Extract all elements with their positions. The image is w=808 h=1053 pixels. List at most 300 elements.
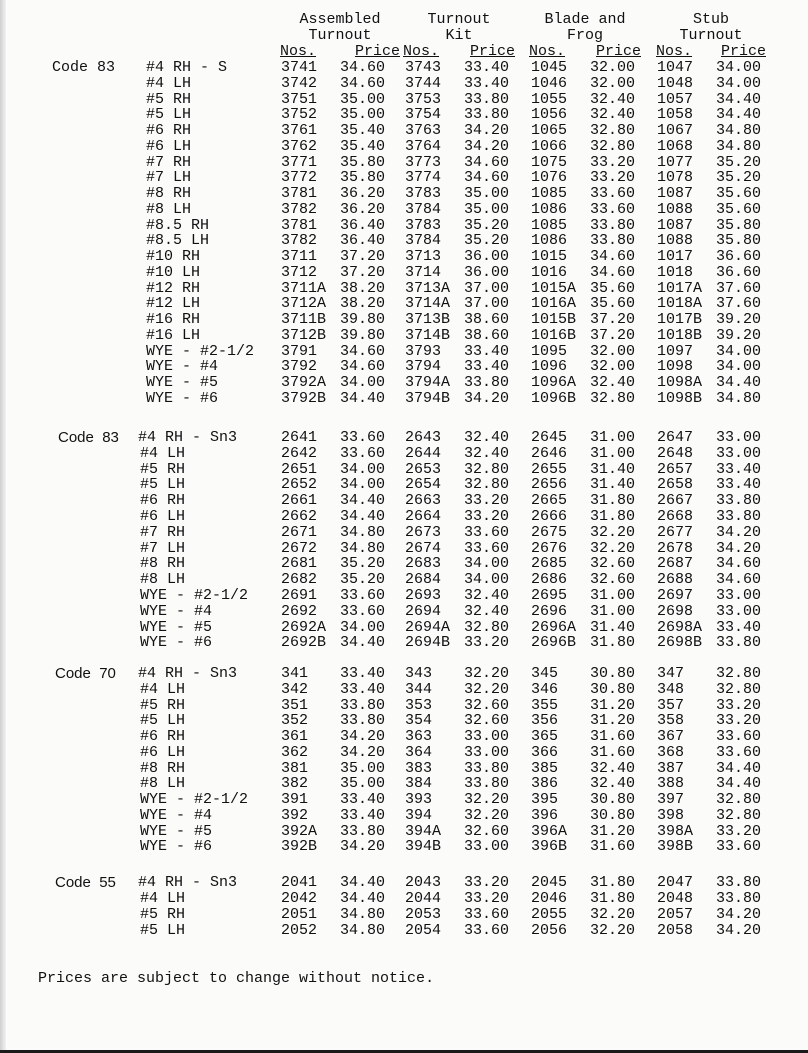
stub-nos: 2687 xyxy=(657,555,694,573)
item-label: #4 LH xyxy=(146,74,192,92)
blade-frog-nos: 1085 xyxy=(531,185,568,202)
stub-nos: 387 xyxy=(657,759,685,777)
stub-price: 35.20 xyxy=(716,153,762,171)
header-title-line2: Frog xyxy=(566,27,603,44)
table-row xyxy=(0,375,808,391)
kit-price: 33.40 xyxy=(464,342,510,360)
kit-nos: 3754 xyxy=(405,106,442,124)
blade-frog-price: 37.20 xyxy=(590,326,636,344)
kit-nos: 344 xyxy=(405,680,433,698)
assembled-price: 33.60 xyxy=(340,602,386,620)
stub-nos: 1098B xyxy=(657,389,703,407)
blade-frog-price: 31.40 xyxy=(590,460,636,478)
kit-price: 32.60 xyxy=(464,712,510,730)
stub-price: 34.00 xyxy=(716,74,762,92)
kit-price: 33.60 xyxy=(464,539,510,557)
assembled-nos: 2041 xyxy=(281,874,318,891)
table-row xyxy=(0,296,808,312)
assembled-nos: 2691 xyxy=(281,587,318,604)
item-label: #4 LH xyxy=(140,890,186,907)
item-label: #6 LH xyxy=(146,137,192,155)
kit-nos: 363 xyxy=(405,728,433,745)
item-label: #6 LH xyxy=(140,508,186,525)
kit-price: 34.00 xyxy=(464,555,510,573)
item-label: WYE - #5 xyxy=(146,374,219,391)
blade-frog-price: 31.20 xyxy=(590,696,636,714)
assembled-price: 35.00 xyxy=(340,759,386,777)
stub-nos: 388 xyxy=(657,775,685,793)
kit-price: 35.00 xyxy=(464,200,510,218)
kit-nos: 343 xyxy=(405,665,433,682)
blade-frog-nos: 2655 xyxy=(531,460,568,478)
kit-nos: 3794B xyxy=(405,389,451,407)
assembled-nos: 392 xyxy=(281,806,309,824)
assembled-price: 39.80 xyxy=(340,311,386,328)
kit-price: 33.40 xyxy=(464,59,510,76)
item-label: #4 RH - Sn3 xyxy=(138,874,238,891)
stub-nos: 2677 xyxy=(657,523,694,541)
table-row xyxy=(0,170,808,186)
kit-nos: 3783 xyxy=(405,216,442,234)
table-row xyxy=(0,328,808,344)
kit-nos: 3714A xyxy=(405,295,451,313)
blade-frog-nos: 1075 xyxy=(531,153,568,171)
table-row xyxy=(0,462,808,478)
stub-nos: 2688 xyxy=(657,571,694,589)
assembled-nos: 361 xyxy=(281,728,309,745)
stub-price: 33.60 xyxy=(716,838,762,856)
assembled-price: 35.20 xyxy=(340,555,386,573)
column-header-group xyxy=(280,12,400,60)
header-title-line1: Blade and xyxy=(544,11,626,28)
item-label: #10 RH xyxy=(146,248,201,265)
assembled-nos: 3742 xyxy=(281,74,318,92)
stub-price: 34.60 xyxy=(716,571,762,589)
item-label: #8 RH xyxy=(146,185,192,202)
assembled-price: 34.40 xyxy=(340,389,386,407)
stub-nos: 1088 xyxy=(657,200,694,218)
blade-frog-nos: 2676 xyxy=(531,539,568,557)
stub-price: 36.60 xyxy=(716,248,762,265)
assembled-nos: 2692B xyxy=(281,634,327,652)
assembled-nos: 2641 xyxy=(281,429,318,446)
stub-price: 34.80 xyxy=(716,137,762,155)
kit-price: 32.20 xyxy=(464,680,510,698)
stub-nos: 1098 xyxy=(657,358,694,376)
table-row xyxy=(0,107,808,123)
stub-price: 34.40 xyxy=(716,106,762,124)
stub-price: 34.40 xyxy=(716,775,762,793)
kit-nos: 3793 xyxy=(405,342,442,360)
item-label: #8 RH xyxy=(140,555,186,573)
assembled-price: 39.80 xyxy=(340,326,386,344)
blade-frog-nos: 2686 xyxy=(531,571,568,589)
item-label: WYE - #6 xyxy=(140,838,213,856)
stub-price: 34.00 xyxy=(716,59,762,76)
header-price: Price xyxy=(595,43,641,60)
stub-nos: 1047 xyxy=(657,59,694,76)
stub-price: 34.00 xyxy=(716,342,762,360)
table-row xyxy=(0,92,808,108)
stub-nos: 398 xyxy=(657,806,685,824)
kit-price: 33.00 xyxy=(464,743,510,761)
stub-price: 37.60 xyxy=(716,279,762,297)
assembled-price: 33.40 xyxy=(340,680,386,698)
assembled-nos: 352 xyxy=(281,712,309,730)
stub-nos: 1018B xyxy=(657,326,703,344)
blade-frog-nos: 386 xyxy=(531,775,559,793)
kit-price: 37.00 xyxy=(464,279,510,297)
stub-nos: 358 xyxy=(657,712,685,730)
blade-frog-nos: 1016A xyxy=(531,295,577,313)
item-label: #5 RH xyxy=(140,906,186,923)
assembled-price: 36.40 xyxy=(340,216,386,234)
assembled-price: 35.00 xyxy=(340,775,386,793)
stub-nos: 1068 xyxy=(657,137,694,155)
footer-note: Prices are subject to change without notice. xyxy=(38,970,435,987)
table-row xyxy=(0,202,808,218)
kit-nos: 3784 xyxy=(405,200,442,218)
stub-nos: 1017A xyxy=(657,279,703,297)
table-row xyxy=(0,509,808,525)
assembled-price: 34.20 xyxy=(340,838,386,856)
blade-frog-nos: 2666 xyxy=(531,508,568,525)
item-label: #12 LH xyxy=(146,295,201,313)
table-row xyxy=(0,249,808,265)
item-label: WYE - #5 xyxy=(140,822,213,840)
stub-nos: 1058 xyxy=(657,106,694,124)
column-header-group xyxy=(403,12,515,60)
stub-nos: 1018A xyxy=(657,295,703,313)
assembled-price: 34.80 xyxy=(340,906,386,923)
kit-price: 32.80 xyxy=(464,476,510,494)
kit-price: 32.60 xyxy=(464,822,510,840)
kit-price: 35.00 xyxy=(464,185,510,202)
table-row xyxy=(0,233,808,249)
item-label: #5 RH xyxy=(140,460,186,478)
blade-frog-nos: 355 xyxy=(531,696,559,714)
table-row xyxy=(0,604,808,620)
kit-nos: 3764 xyxy=(405,137,442,155)
stub-price: 33.00 xyxy=(716,587,762,604)
header-price: Price xyxy=(720,43,766,60)
kit-price: 34.20 xyxy=(464,389,510,407)
assembled-nos: 3741 xyxy=(281,59,318,76)
assembled-nos: 382 xyxy=(281,775,309,793)
blade-frog-price: 33.80 xyxy=(590,232,636,250)
blade-frog-nos: 1086 xyxy=(531,232,568,250)
stub-nos: 2657 xyxy=(657,460,694,478)
stub-price: 35.80 xyxy=(716,216,762,234)
kit-price: 33.20 xyxy=(464,890,510,907)
header-nos: Nos. xyxy=(656,43,693,60)
section-code-label: Code 83 xyxy=(58,429,119,446)
stub-price: 35.80 xyxy=(716,232,762,250)
stub-price: 32.80 xyxy=(716,680,762,698)
stub-price: 39.20 xyxy=(716,326,762,344)
item-label: #8 LH xyxy=(146,200,192,218)
blade-frog-nos: 2656 xyxy=(531,476,568,494)
kit-nos: 2693 xyxy=(405,587,442,604)
kit-nos: 2044 xyxy=(405,890,442,907)
assembled-nos: 3772 xyxy=(281,169,318,187)
kit-price: 35.20 xyxy=(464,232,510,250)
blade-frog-nos: 1096A xyxy=(531,374,577,391)
item-label: #8 RH xyxy=(140,759,186,777)
blade-frog-nos: 2675 xyxy=(531,523,568,541)
item-label: WYE - #2-1/2 xyxy=(140,791,249,808)
assembled-nos: 3712 xyxy=(281,263,318,281)
blade-frog-price: 31.80 xyxy=(590,634,636,652)
stub-nos: 2668 xyxy=(657,508,694,525)
table-row xyxy=(0,525,808,541)
table-row xyxy=(0,824,808,840)
kit-nos: 394 xyxy=(405,806,433,824)
blade-frog-nos: 2646 xyxy=(531,444,568,462)
assembled-price: 34.60 xyxy=(340,358,386,376)
assembled-nos: 3711 xyxy=(281,248,318,265)
kit-price: 33.60 xyxy=(464,523,510,541)
stub-price: 32.80 xyxy=(716,791,762,808)
table-row xyxy=(0,588,808,604)
stub-nos: 398A xyxy=(657,822,694,840)
kit-price: 33.00 xyxy=(464,838,510,856)
blade-frog-price: 35.60 xyxy=(590,279,636,297)
kit-price: 32.20 xyxy=(464,791,510,808)
kit-nos: 2043 xyxy=(405,874,442,891)
blade-frog-price: 31.80 xyxy=(590,874,636,891)
kit-price: 32.40 xyxy=(464,602,510,620)
stub-nos: 1017 xyxy=(657,248,694,265)
blade-frog-nos: 1016 xyxy=(531,263,568,281)
blade-frog-price: 32.80 xyxy=(590,122,636,139)
blade-frog-nos: 2696B xyxy=(531,634,577,652)
stub-nos: 1087 xyxy=(657,185,694,202)
blade-frog-nos: 2665 xyxy=(531,492,568,510)
table-row xyxy=(0,218,808,234)
assembled-nos: 342 xyxy=(281,680,309,698)
item-label: #8 LH xyxy=(140,571,186,589)
stub-price: 34.20 xyxy=(716,539,762,557)
blade-frog-nos: 396B xyxy=(531,838,568,856)
table-row xyxy=(0,123,808,139)
blade-frog-nos: 1046 xyxy=(531,74,568,92)
blade-frog-nos: 1015 xyxy=(531,248,568,265)
stub-nos: 1018 xyxy=(657,263,694,281)
assembled-price: 33.80 xyxy=(340,822,386,840)
blade-frog-nos: 2685 xyxy=(531,555,568,573)
stub-price: 33.80 xyxy=(716,492,762,510)
stub-price: 34.80 xyxy=(716,389,762,407)
blade-frog-price: 31.80 xyxy=(590,890,636,907)
kit-price: 33.80 xyxy=(464,90,510,108)
table-row xyxy=(0,682,808,698)
stub-nos: 2697 xyxy=(657,587,694,604)
kit-price: 32.40 xyxy=(464,429,510,446)
stub-nos: 1098A xyxy=(657,374,703,391)
assembled-nos: 392B xyxy=(281,838,318,856)
stub-price: 35.60 xyxy=(716,185,762,202)
blade-frog-nos: 356 xyxy=(531,712,559,730)
assembled-nos: 2671 xyxy=(281,523,318,541)
table-row xyxy=(0,281,808,297)
kit-price: 32.60 xyxy=(464,696,510,714)
table-row xyxy=(0,891,808,907)
item-label: #5 RH xyxy=(146,90,192,108)
blade-frog-price: 30.80 xyxy=(590,791,636,808)
blade-frog-nos: 1045 xyxy=(531,59,568,76)
kit-nos: 2054 xyxy=(405,922,442,939)
stub-nos: 2047 xyxy=(657,874,694,891)
table-row xyxy=(0,713,808,729)
stub-price: 32.80 xyxy=(716,806,762,824)
kit-price: 37.00 xyxy=(464,295,510,313)
kit-nos: 364 xyxy=(405,743,433,761)
assembled-nos: 351 xyxy=(281,696,309,714)
assembled-nos: 2052 xyxy=(281,922,318,939)
table-row xyxy=(0,666,808,682)
kit-price: 33.80 xyxy=(464,759,510,777)
assembled-nos: 2662 xyxy=(281,508,318,525)
section-code-label: Code 70 xyxy=(55,665,116,682)
assembled-price: 36.20 xyxy=(340,200,386,218)
header-price: Price xyxy=(354,43,400,60)
assembled-price: 33.40 xyxy=(340,791,386,808)
blade-frog-price: 32.00 xyxy=(590,358,636,376)
assembled-nos: 3712B xyxy=(281,326,327,344)
assembled-nos: 3752 xyxy=(281,106,318,124)
blade-frog-price: 32.80 xyxy=(590,389,636,407)
stub-nos: 347 xyxy=(657,665,685,682)
item-label: #4 LH xyxy=(140,680,186,698)
assembled-price: 35.80 xyxy=(340,153,386,171)
stub-price: 35.20 xyxy=(716,169,762,187)
item-label: #10 LH xyxy=(146,263,201,281)
item-label: #7 RH xyxy=(140,523,186,541)
section-code-label: Code 55 xyxy=(55,874,116,891)
assembled-nos: 2042 xyxy=(281,890,318,907)
stub-price: 33.40 xyxy=(716,476,762,494)
blade-frog-price: 32.40 xyxy=(590,106,636,124)
blade-frog-price: 32.20 xyxy=(590,906,636,923)
blade-frog-nos: 395 xyxy=(531,791,559,808)
table-row xyxy=(0,477,808,493)
assembled-nos: 362 xyxy=(281,743,309,761)
kit-nos: 394B xyxy=(405,838,442,856)
table-row xyxy=(0,359,808,375)
kit-nos: 3783 xyxy=(405,185,442,202)
kit-price: 36.00 xyxy=(464,248,510,265)
kit-nos: 3743 xyxy=(405,59,442,76)
blade-frog-price: 32.40 xyxy=(590,759,636,777)
stub-price: 34.20 xyxy=(716,922,762,939)
assembled-nos: 2682 xyxy=(281,571,318,589)
assembled-nos: 341 xyxy=(281,665,309,682)
table-row xyxy=(0,344,808,360)
item-label: #16 LH xyxy=(146,326,201,344)
assembled-nos: 2642 xyxy=(281,444,318,462)
blade-frog-nos: 1015A xyxy=(531,279,577,297)
kit-price: 34.00 xyxy=(464,571,510,589)
blade-frog-price: 30.80 xyxy=(590,680,636,698)
kit-price: 38.60 xyxy=(464,311,510,328)
item-label: WYE - #4 xyxy=(146,358,219,376)
assembled-price: 34.00 xyxy=(340,374,386,391)
kit-price: 32.20 xyxy=(464,806,510,824)
kit-price: 36.00 xyxy=(464,263,510,281)
assembled-price: 34.00 xyxy=(340,460,386,478)
kit-nos: 3763 xyxy=(405,122,442,139)
blade-frog-price: 32.20 xyxy=(590,539,636,557)
kit-nos: 2053 xyxy=(405,906,442,923)
blade-frog-nos: 2695 xyxy=(531,587,568,604)
stub-price: 34.60 xyxy=(716,555,762,573)
stub-nos: 1097 xyxy=(657,342,694,360)
assembled-price: 34.20 xyxy=(340,743,386,761)
assembled-price: 33.60 xyxy=(340,587,386,604)
assembled-price: 38.20 xyxy=(340,279,386,297)
kit-price: 34.60 xyxy=(464,169,510,187)
stub-nos: 2698A xyxy=(657,618,703,636)
blade-frog-price: 31.40 xyxy=(590,476,636,494)
kit-nos: 3773 xyxy=(405,153,442,171)
kit-nos: 3714B xyxy=(405,326,451,344)
kit-nos: 2643 xyxy=(405,429,442,446)
item-label: #4 LH xyxy=(140,444,186,462)
assembled-nos: 392A xyxy=(281,822,318,840)
stub-price: 33.00 xyxy=(716,602,762,620)
table-row xyxy=(0,556,808,572)
blade-frog-price: 32.20 xyxy=(590,523,636,541)
header-nos: Nos. xyxy=(280,43,317,60)
item-label: WYE - #2-1/2 xyxy=(146,342,255,360)
kit-price: 32.80 xyxy=(464,618,510,636)
kit-price: 33.40 xyxy=(464,358,510,376)
table-row xyxy=(0,839,808,855)
table-row xyxy=(0,430,808,446)
item-label: #6 LH xyxy=(140,743,186,761)
item-label: #4 RH - Sn3 xyxy=(138,429,238,446)
kit-nos: 2653 xyxy=(405,460,442,478)
table-row xyxy=(0,493,808,509)
stub-price: 34.40 xyxy=(716,374,762,391)
stub-nos: 2648 xyxy=(657,444,694,462)
assembled-nos: 2692 xyxy=(281,602,318,620)
assembled-price: 34.80 xyxy=(340,523,386,541)
assembled-nos: 381 xyxy=(281,759,309,777)
stub-price: 34.80 xyxy=(716,122,762,139)
assembled-price: 34.40 xyxy=(340,492,386,510)
table-row xyxy=(0,139,808,155)
assembled-price: 33.60 xyxy=(340,429,386,446)
assembled-price: 33.40 xyxy=(340,806,386,824)
kit-price: 35.20 xyxy=(464,216,510,234)
blade-frog-price: 32.40 xyxy=(590,775,636,793)
stub-nos: 2058 xyxy=(657,922,694,939)
item-label: WYE - #4 xyxy=(140,602,213,620)
blade-frog-nos: 396A xyxy=(531,822,568,840)
assembled-price: 35.40 xyxy=(340,122,386,139)
stub-price: 33.60 xyxy=(716,743,762,761)
assembled-nos: 3771 xyxy=(281,153,318,171)
section-code-label: Code 83 xyxy=(52,59,116,76)
blade-frog-price: 31.80 xyxy=(590,492,636,510)
stub-price: 34.20 xyxy=(716,906,762,923)
table-row xyxy=(0,265,808,281)
stub-price: 34.40 xyxy=(716,90,762,108)
blade-frog-nos: 1086 xyxy=(531,200,568,218)
stub-price: 33.00 xyxy=(716,444,762,462)
